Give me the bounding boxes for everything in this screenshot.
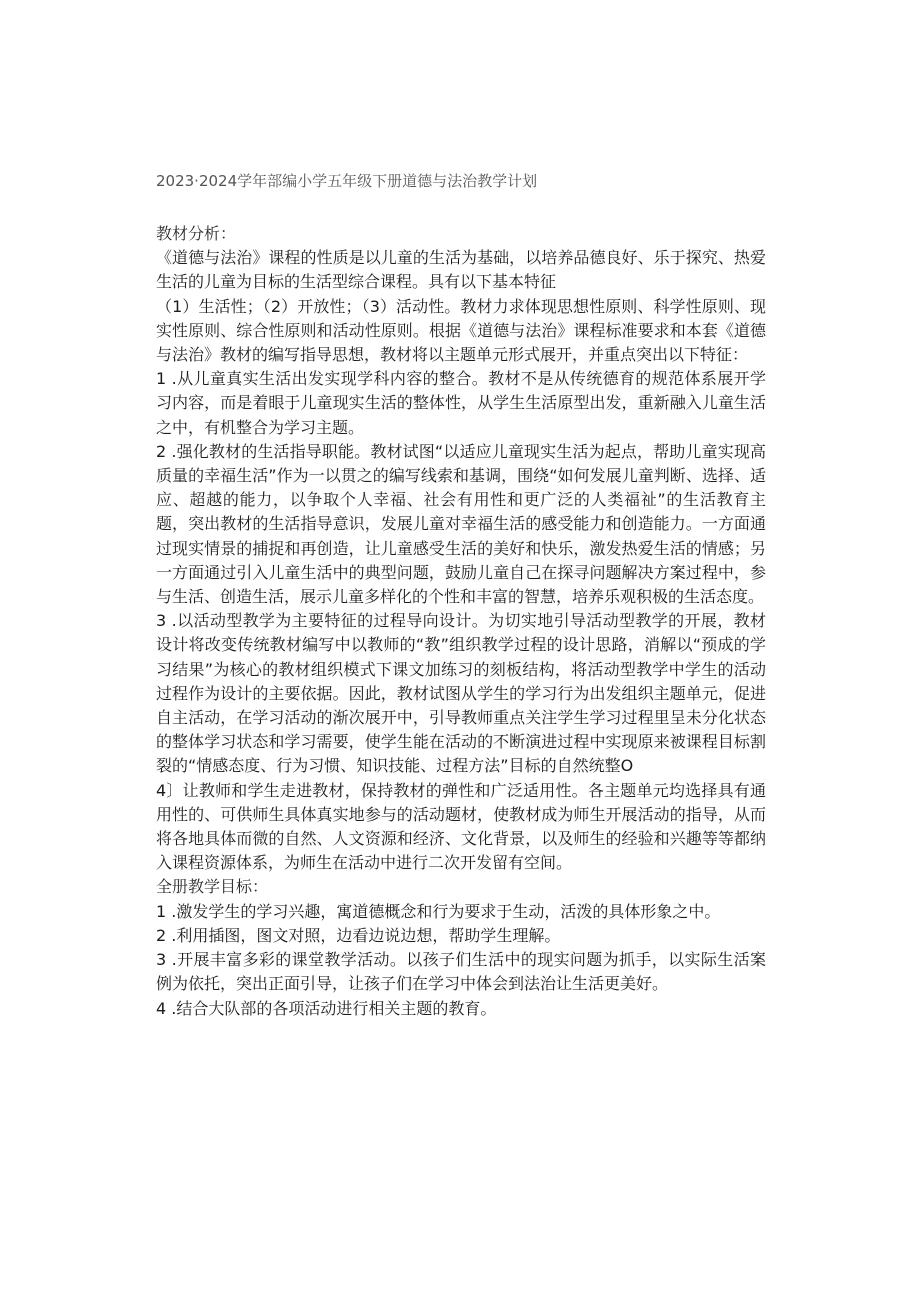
paragraph-basic-features: （1）生活性；（2）开放性；（3）活动性。教材力求体现思想性原则、科学性原则、现实性原则、综合性原则和活动性原则。根据《道德与法治》课程标准要求和本套《道德与法治》教材的编写指导思想，教材将以主题单元形式展开，并重点突出以下特征：	[156, 296, 766, 365]
paragraph-goal-2: 2 .利用插图，图文对照，边看边说边想，帮助学生理解。	[156, 925, 561, 945]
section-heading-teaching-goals: 全册教学目标：	[156, 877, 269, 897]
paragraph-goal-1: 1 .激发学生的学习兴趣，寓道德概念和行为要求于生动，活泼的具体形象之中。	[156, 901, 721, 921]
document-body	[156, 222, 766, 1021]
paragraph-course-nature: 《道德与法治》课程的性质是以儿童的生活为基础，以培养品德良好、乐于探究、热爱生活的儿童为目标的生活型综合课程。具有以下基本特征	[156, 248, 766, 292]
section-heading-textbook-analysis: 教材分析：	[156, 224, 237, 243]
paragraph-feature-1: 1 .从儿童真实生活出发实现学科内容的整合。教材不是从传统德育的规范体系展开学习内容，而是着眼于儿童现实生活的整体性，从学生生活原型出发，重新融入儿童生活之中，有机整合为学习主题。	[156, 369, 766, 437]
document-title: 2023·2024学年部编小学五年级下册道德与法治教学计划	[156, 172, 538, 190]
paragraph-feature-4: 4〕让教师和学生走进教材，保持教材的弹性和广泛适用性。各主题单元均选择具有通用性的、可供师生具体真实地参与的活动题材，使教材成为师生开展活动的指导，从而将各地具体而微的自然、人文资源和经济、文化背景，以及师生的经验和兴趣等等都纳入课程资源体系，为师生在活动中进行二次开发留有空间。	[156, 780, 766, 873]
paragraph-goal-4: 4 .结合大队部的各项活动进行相关主题的教育。	[156, 998, 497, 1018]
paragraph-goal-3: 3 .开展丰富多彩的课堂教学活动。以孩子们生活中的现实问题为抓手，以实际生活案例为依托，突出正面引导，让孩子们在学习中体会到法治让生活更美好。	[156, 950, 766, 994]
paragraph-feature-2: 2 .强化教材的生活指导职能。教材试图“以适应儿童现实生活为起点，帮助儿童实现高质量的幸福生活”作为一以贯之的编写线索和基调，围绕“如何发展儿童判断、选择、适应、超越的能力，以争取个人幸福、社会有用性和更广泛的人类福祉”的生活教育主题，突出教材的生活指导意识，发展儿童对幸福生活的感受能力和创造能力。一方面通过现实情景的捕捉和再创造，让儿童感受生活的美好和快乐，激发热爱生活的情感；另一方面通过引入儿童生活中的典型问题，鼓励儿童自己在探寻问题解决方案过程中，参与生活、创造生活，展示儿童多样化的个性和丰富的智慧，培养乐观积极的生活态度。	[156, 441, 766, 607]
paragraph-feature-3: 3 .以活动型教学为主要特征的过程导向设计。为切实地引导活动型教学的开展，教材设计将改变传统教材编写中以教师的“教”组织教学过程的设计思路，消解以“预成的学习结果”为核心的教材组织模式下课文加练习的刻板结构，将活动型教学中学生的活动过程作为设计的主要依据。因此，教材试图从学生的学习行为出发组织主题单元，促进自主活动，在学习活动的渐次展开中，引导教师重点关注学生学习过程里呈未分化状态的整体学习状态和学习需要，使学生能在活动的不断演进过程中实现原来被课程目标割裂的“情感态度、行为习惯、知识技能、过程方法”目标的自然统整O	[156, 611, 766, 776]
